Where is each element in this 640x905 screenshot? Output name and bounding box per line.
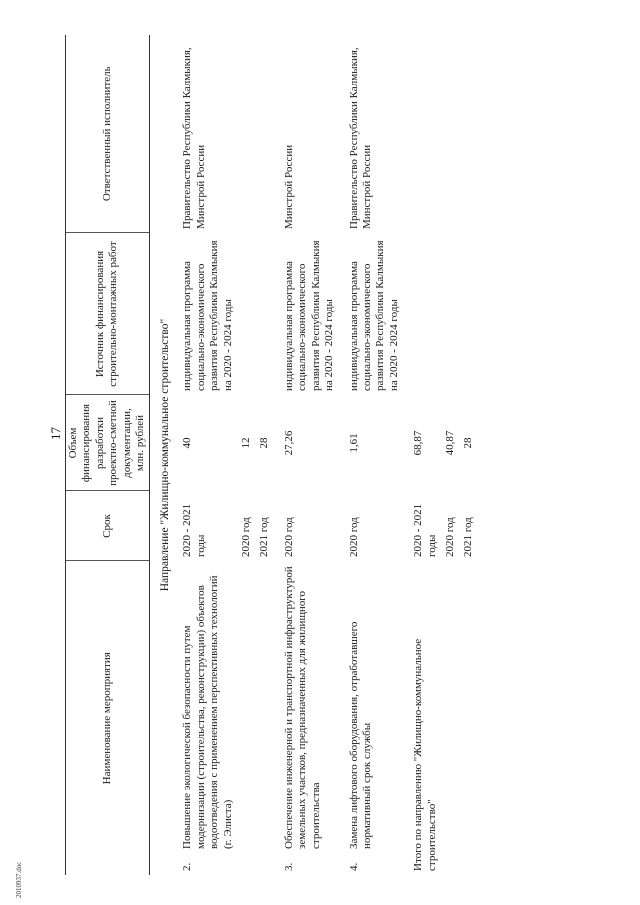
row-amount: 1,61 (347, 433, 360, 453)
row-source: индивидуальная программа социально-экономического развития Республики Калмыкия на 2020 - 2024 годы (282, 240, 336, 391)
table-subrow (255, 35, 273, 875)
row-amount: 27,26 (282, 430, 295, 456)
total-subrow-amount: 28 (462, 437, 475, 449)
total-row (409, 35, 441, 875)
document-file-code: 2010937.doc (15, 861, 23, 898)
row-measure-name: Повышение экологической безопасности путем модернизации (строительства, реконструкции) объектов водоотведения с применением перспективных технологий (г. Элиста) (181, 575, 234, 849)
total-subrow (459, 35, 477, 875)
row-measure-name: Обеспечение инженерной и транспортной инфраструктурой земельных участков, предназначенных для жилищного строительства (282, 566, 322, 849)
table-top-rule (65, 35, 66, 875)
total-subrow-amount: 40,87 (443, 430, 456, 456)
row-executor: Правительство Республики Калмыкия, Минстрой России (347, 47, 373, 229)
subrow-amount: 28 (258, 437, 271, 449)
header-design-funding: Объем финансирования разработки проектно-сметной документации, млн. рублей (65, 395, 150, 491)
total-subrow-term: 2020 год (443, 517, 456, 557)
row-amount: 40 (181, 437, 194, 449)
row-executor: Минстрой России (282, 144, 295, 229)
header-term: Срок (65, 491, 150, 561)
header-name: Наименование мероприятия (65, 561, 150, 875)
row-number: 2. (181, 862, 194, 871)
table-header-row (65, 35, 150, 875)
row-source: индивидуальная программа социально-экономического развития Республики Калмыкия на 2020 - 2024 годы (347, 240, 400, 391)
row-number: 3. (282, 862, 295, 871)
row-term: 2020 - 2021 годы (181, 503, 207, 557)
subrow-amount: 12 (240, 437, 253, 449)
measures-table (65, 35, 478, 875)
row-executor: Правительство Республики Калмыкия, Минстрой России (181, 47, 207, 229)
row-term: 2020 год (282, 517, 295, 557)
header-executor: Ответственный исполнитель (65, 35, 150, 233)
table-row (178, 35, 237, 875)
total-subrow (441, 35, 459, 875)
row-term: 2020 год (347, 517, 360, 557)
rotated-table-sheet (65, 35, 585, 875)
header-construction-source: Источник финансирования строительно-монтажных работ (65, 233, 150, 395)
page-number: 17 (48, 427, 63, 440)
row-source: индивидуальная программа социально-экономического развития Республики Калмыкия на 2020 - 2024 годы (181, 240, 234, 391)
section-title: Направление "Жилищно-коммунальное строительство" (159, 318, 172, 592)
total-label: Итого по направлению "Жилищно-коммунальное строительство" (412, 638, 438, 871)
table-row (345, 35, 404, 875)
total-subrow-term: 2021 год (462, 517, 475, 557)
subrow-term: 2021 год (258, 517, 271, 557)
total-amount: 68,87 (412, 430, 425, 456)
row-measure-name: Замена лифтового оборудования, отработавшего нормативный срок службы (347, 621, 373, 849)
row-number: 4. (347, 862, 360, 871)
section-row (150, 35, 179, 875)
subrow-term: 2020 год (240, 517, 253, 557)
table-row (280, 35, 339, 875)
table-subrow (237, 35, 255, 875)
total-term: 2020 - 2021 годы (412, 503, 438, 557)
